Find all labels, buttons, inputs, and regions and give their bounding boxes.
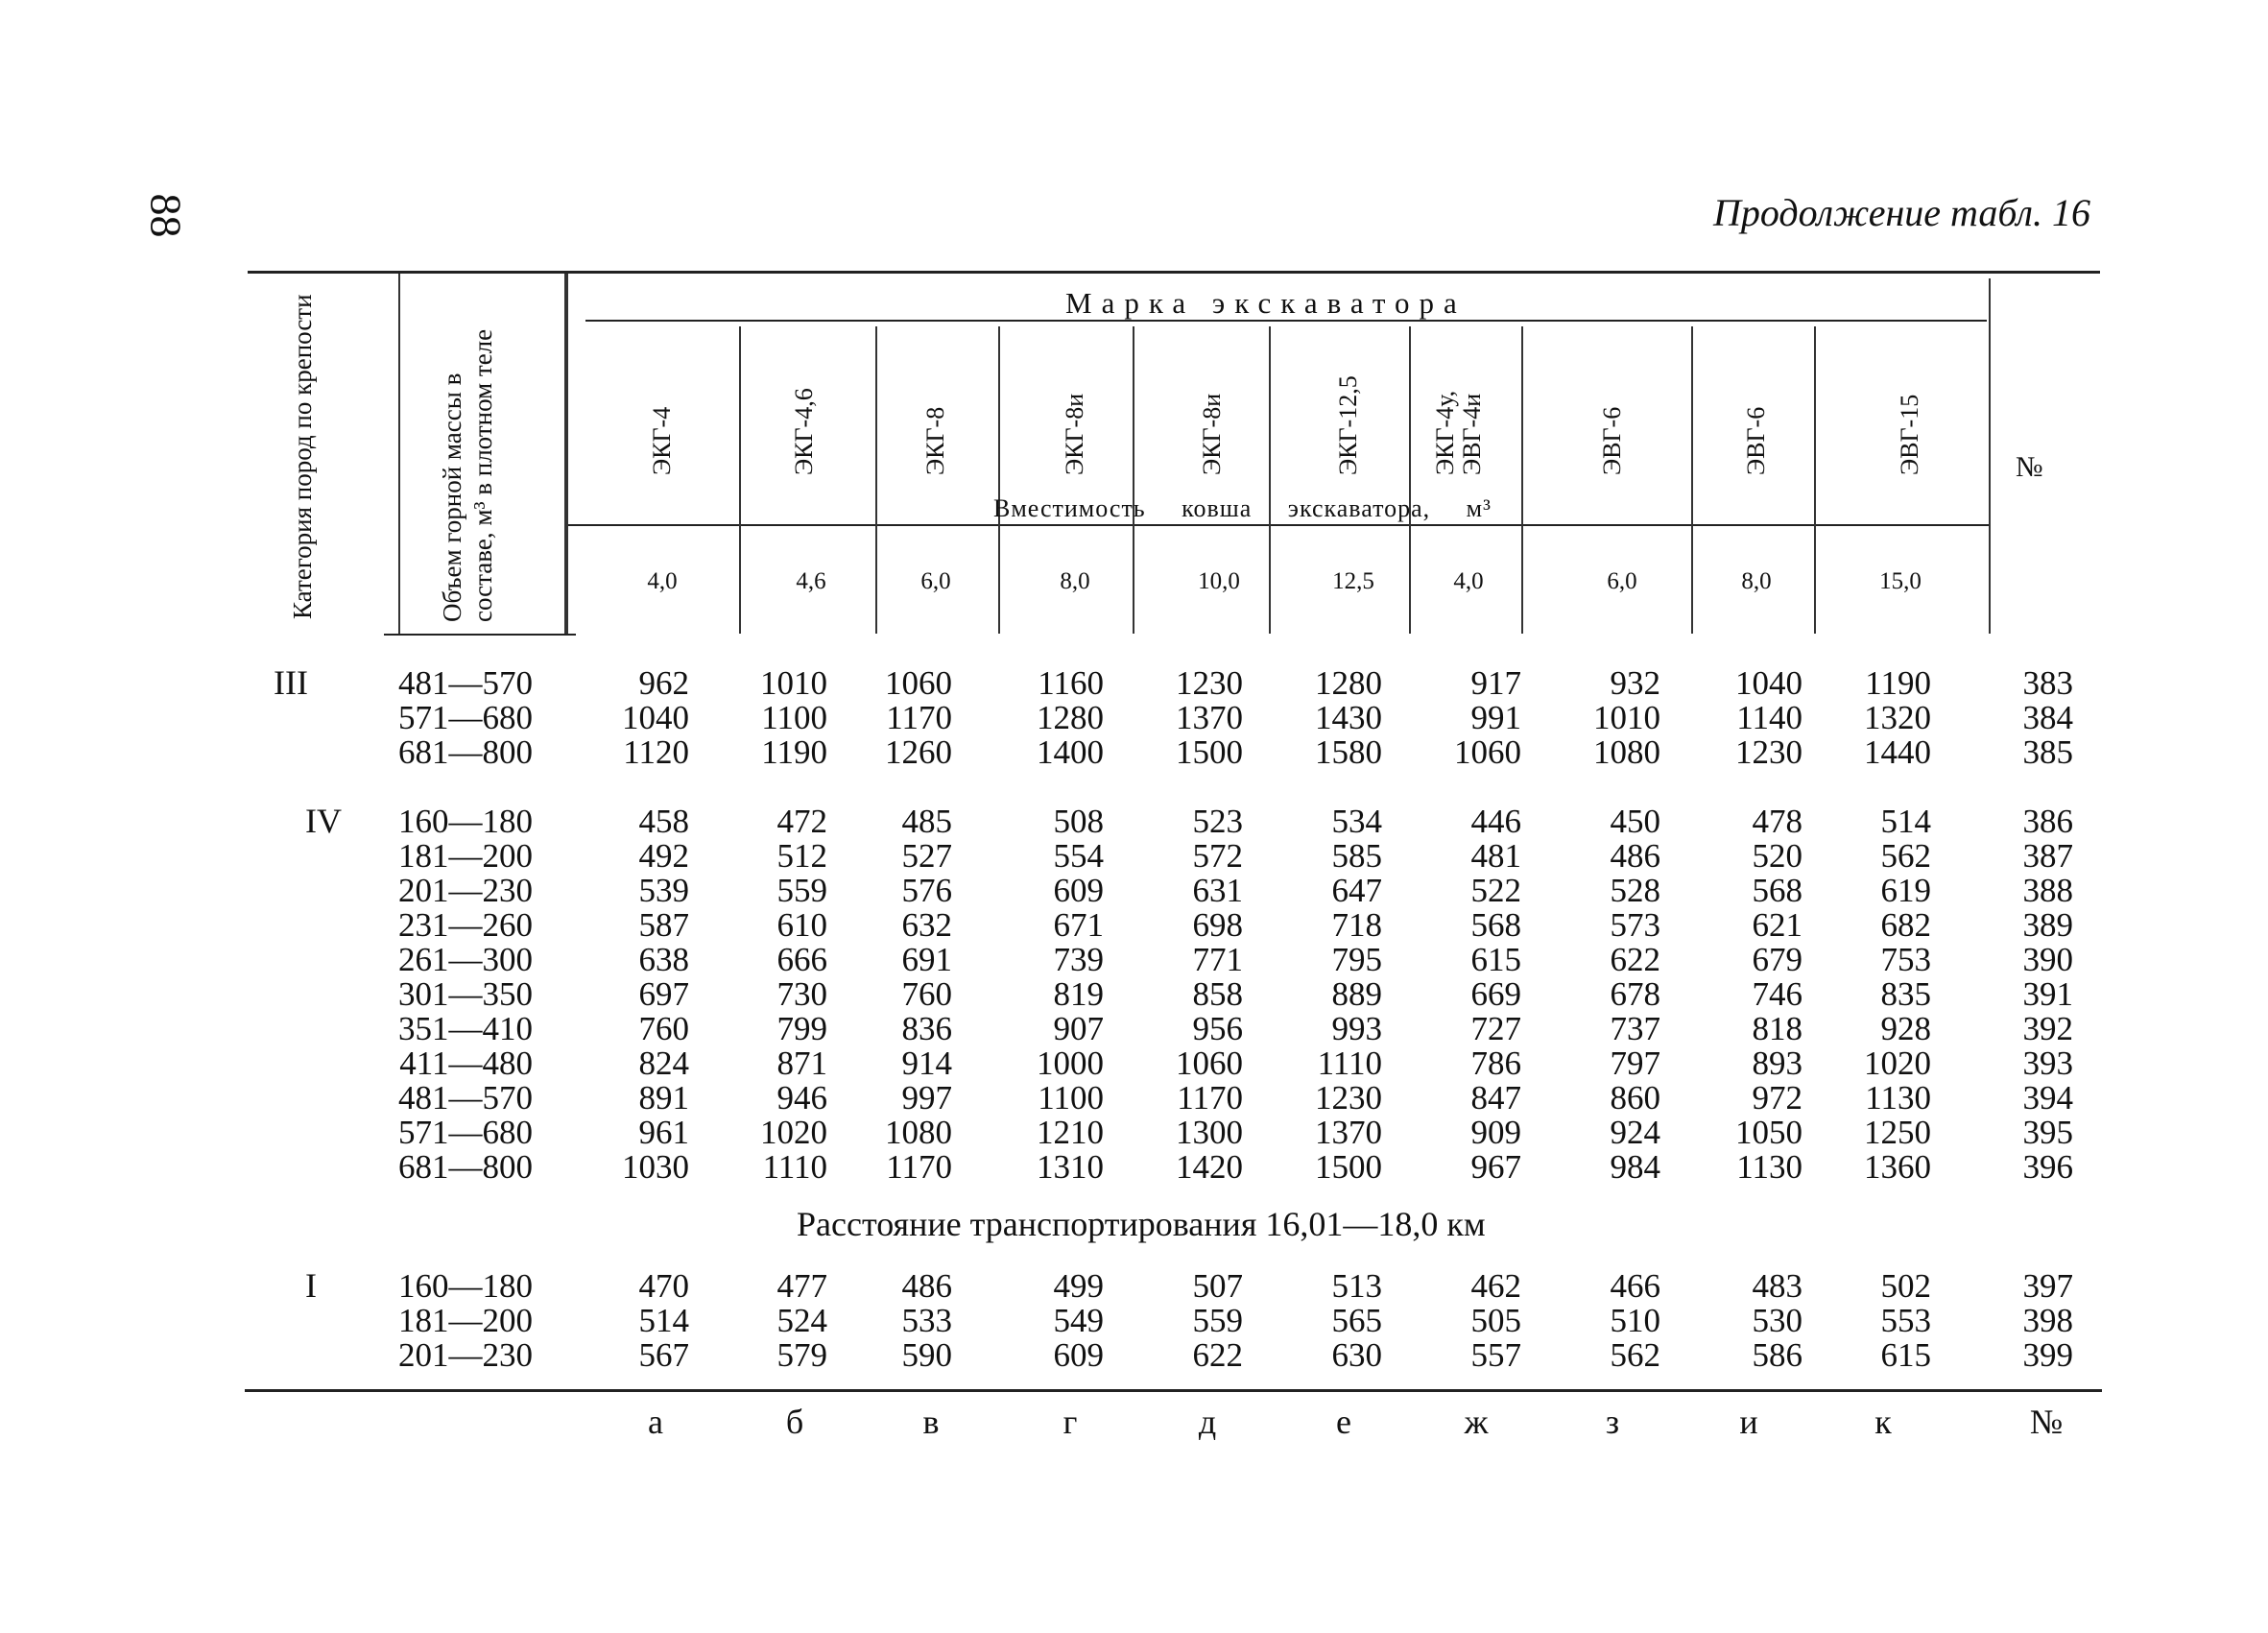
table-cell: 1230 <box>1176 664 1243 702</box>
table-cell: 554 <box>1053 837 1104 875</box>
column-letter: и <box>1739 1403 1758 1441</box>
table-cell: 799 <box>776 1010 827 1047</box>
column-letter: № <box>2029 1403 2064 1441</box>
volume-range: 681—800 <box>398 1148 533 1186</box>
table-bottom-rule <box>245 1389 2102 1392</box>
table-cell: 523 <box>1192 803 1243 840</box>
col-divider <box>739 326 741 634</box>
table-cell: 559 <box>776 872 827 909</box>
table-cell: 1230 <box>1315 1079 1382 1117</box>
table-cell: 760 <box>638 1010 689 1047</box>
volume-range: 481—570 <box>398 1079 533 1117</box>
capacity-value: 6,0 <box>920 568 951 594</box>
table-cell: 797 <box>1610 1045 1660 1082</box>
table-cell: 891 <box>638 1079 689 1117</box>
table-cell: 691 <box>901 941 952 978</box>
column-letter: г <box>1062 1403 1078 1441</box>
table-cell: 860 <box>1610 1079 1660 1117</box>
table-row <box>0 666 2268 701</box>
volume-range: 261—300 <box>398 941 533 978</box>
table-cell: 956 <box>1192 1010 1243 1047</box>
table-cell: 1400 <box>1037 733 1104 771</box>
header-volume: Объем горной массы в составе, м³ в плотном теле <box>438 328 497 622</box>
table-cell: 698 <box>1192 906 1243 944</box>
table-cell: 1230 <box>1735 733 1802 771</box>
table-cell: 718 <box>1331 906 1382 944</box>
excavator-name: ЭВГ-6 <box>1598 406 1626 475</box>
table-cell: 573 <box>1610 906 1660 944</box>
col-divider <box>1269 326 1271 634</box>
table-row <box>0 908 2268 943</box>
capacity-value: 4,0 <box>647 568 678 594</box>
table-cell: 1110 <box>1317 1045 1382 1082</box>
table-cell: 579 <box>776 1336 827 1374</box>
table-cell: 997 <box>901 1079 952 1117</box>
table-row <box>0 1046 2268 1081</box>
table-cell: 557 <box>1470 1336 1521 1374</box>
table-cell: 492 <box>638 837 689 875</box>
table-cell: 586 <box>1752 1336 1802 1374</box>
table-cell: 499 <box>1053 1267 1104 1305</box>
table-cell: 1360 <box>1864 1148 1931 1186</box>
table-cell: 909 <box>1470 1114 1521 1151</box>
table-cell: 1190 <box>1865 664 1931 702</box>
table-cell: 1100 <box>761 699 827 736</box>
row-number: 393 <box>2022 1045 2073 1082</box>
table-cell: 1130 <box>1736 1148 1802 1186</box>
column-letter: а <box>648 1403 663 1441</box>
table-cell: 559 <box>1192 1302 1243 1339</box>
excavator-name: ЭКГ-12,5 <box>1334 375 1362 475</box>
volume-range: 231—260 <box>398 906 533 944</box>
volume-range: 481—570 <box>398 664 533 702</box>
table-cell: 522 <box>1470 872 1521 909</box>
header-bottom-rule <box>384 634 576 636</box>
table-cell: 510 <box>1610 1302 1660 1339</box>
table-cell: 615 <box>1880 1336 1931 1374</box>
table-cell: 991 <box>1470 699 1521 736</box>
table-cell: 1170 <box>1177 1079 1243 1117</box>
row-number: 397 <box>2022 1267 2073 1305</box>
table-cell: 562 <box>1880 837 1931 875</box>
row-number: 388 <box>2022 872 2073 909</box>
excavator-name: ЭКГ-8 <box>921 406 949 475</box>
table-row <box>0 1269 2268 1304</box>
capacity-value: 8,0 <box>1060 568 1090 594</box>
table-row <box>0 1081 2268 1116</box>
col-divider <box>1409 326 1411 634</box>
table-row <box>0 1304 2268 1338</box>
volume-range: 681—800 <box>398 733 533 771</box>
table-cell: 534 <box>1331 803 1382 840</box>
table-cell: 961 <box>638 1114 689 1151</box>
table-cell: 907 <box>1053 1010 1104 1047</box>
column-letter: д <box>1198 1403 1217 1441</box>
table-cell: 1170 <box>886 1148 952 1186</box>
table-cell: 632 <box>901 906 952 944</box>
table-cell: 795 <box>1331 941 1382 978</box>
table-cell: 622 <box>1610 941 1660 978</box>
table-cell: 871 <box>776 1045 827 1082</box>
table-cell: 572 <box>1192 837 1243 875</box>
table-cell: 568 <box>1470 906 1521 944</box>
table-cell: 508 <box>1053 803 1104 840</box>
column-letter: ж <box>1464 1403 1489 1441</box>
table-cell: 458 <box>638 803 689 840</box>
table-cell: 1280 <box>1315 664 1382 702</box>
table-cell: 1140 <box>1736 699 1802 736</box>
volume-range: 571—680 <box>398 699 533 736</box>
table-row <box>0 1338 2268 1373</box>
table-cell: 666 <box>776 941 827 978</box>
table-cell: 446 <box>1470 803 1521 840</box>
table-row <box>0 977 2268 1012</box>
table-cell: 893 <box>1752 1045 1802 1082</box>
table-row <box>0 874 2268 908</box>
table-cell: 1500 <box>1176 733 1243 771</box>
page-number: 88 <box>141 193 191 238</box>
table-cell: 1370 <box>1176 699 1243 736</box>
table-cell: 917 <box>1470 664 1521 702</box>
table-cell: 824 <box>638 1045 689 1082</box>
excavator-name: ЭВГ-6 <box>1742 406 1770 475</box>
row-number: 384 <box>2022 699 2073 736</box>
column-letter: е <box>1336 1403 1351 1441</box>
col-divider <box>1691 326 1693 634</box>
column-letter: б <box>785 1403 804 1441</box>
header-marka: Марка экскаватора <box>1065 286 1467 320</box>
volume-range: 181—200 <box>398 1302 533 1339</box>
excavator-name: ЭВГ-15 <box>1896 394 1923 475</box>
divider-category <box>398 274 400 634</box>
table-cell: 481 <box>1470 837 1521 875</box>
table-cell: 946 <box>776 1079 827 1117</box>
row-number: 387 <box>2022 837 2073 875</box>
row-number: 396 <box>2022 1148 2073 1186</box>
table-cell: 466 <box>1610 1267 1660 1305</box>
table-cell: 513 <box>1331 1267 1382 1305</box>
column-letter: з <box>1605 1403 1620 1441</box>
table-cell: 1080 <box>1593 733 1660 771</box>
table-cell: 486 <box>901 1267 952 1305</box>
table-cell: 512 <box>776 837 827 875</box>
table-cell: 1420 <box>1176 1148 1243 1186</box>
row-number: 386 <box>2022 803 2073 840</box>
table-cell: 1120 <box>623 733 689 771</box>
table-cell: 621 <box>1752 906 1802 944</box>
table-cell: 462 <box>1470 1267 1521 1305</box>
table-cell: 568 <box>1752 872 1802 909</box>
capacity-rule <box>568 524 1989 526</box>
table-cell: 587 <box>638 906 689 944</box>
table-row <box>0 943 2268 977</box>
table-cell: 1500 <box>1315 1148 1382 1186</box>
table-cell: 1370 <box>1315 1114 1382 1151</box>
table-cell: 502 <box>1880 1267 1931 1305</box>
table-cell: 1030 <box>622 1148 689 1186</box>
table-cell: 638 <box>638 941 689 978</box>
row-number: 395 <box>2022 1114 2073 1151</box>
table-cell: 1310 <box>1037 1148 1104 1186</box>
table-row <box>0 1150 2268 1185</box>
table-cell: 786 <box>1470 1045 1521 1082</box>
table-cell: 470 <box>638 1267 689 1305</box>
table-cell: 1210 <box>1037 1114 1104 1151</box>
table-cell: 478 <box>1752 803 1802 840</box>
table-cell: 472 <box>776 803 827 840</box>
volume-range: 160—180 <box>398 803 533 840</box>
table-cell: 967 <box>1470 1148 1521 1186</box>
table-cell: 727 <box>1470 1010 1521 1047</box>
table-cell: 530 <box>1752 1302 1802 1339</box>
table-cell: 514 <box>1880 803 1931 840</box>
row-number: 385 <box>2022 733 2073 771</box>
table-row <box>0 1012 2268 1046</box>
table-cell: 486 <box>1610 837 1660 875</box>
table-cell: 972 <box>1752 1079 1802 1117</box>
row-number: 390 <box>2022 941 2073 978</box>
table-cell: 1430 <box>1315 699 1382 736</box>
table-cell: 1100 <box>1038 1079 1104 1117</box>
table-cell: 549 <box>1053 1302 1104 1339</box>
excavator-name: ЭКГ-8и <box>1061 393 1088 475</box>
table-cell: 697 <box>638 975 689 1013</box>
col-divider <box>1521 326 1523 634</box>
capacity-value: 12,5 <box>1332 568 1374 594</box>
column-letter: к <box>1874 1403 1892 1441</box>
table-cell: 679 <box>1752 941 1802 978</box>
table-cell: 932 <box>1610 664 1660 702</box>
table-cell: 1280 <box>1037 699 1104 736</box>
row-number: 383 <box>2022 664 2073 702</box>
volume-range: 351—410 <box>398 1010 533 1047</box>
table-row <box>0 804 2268 839</box>
volume-range: 571—680 <box>398 1114 533 1151</box>
table-cell: 539 <box>638 872 689 909</box>
table-cell: 1190 <box>761 733 827 771</box>
header-category: Категория пород по крепости <box>288 294 317 619</box>
table-cell: 760 <box>901 975 952 1013</box>
row-number: 399 <box>2022 1336 2073 1374</box>
table-row <box>0 701 2268 735</box>
column-letter: в <box>922 1403 940 1441</box>
table-cell: 609 <box>1053 1336 1104 1374</box>
volume-range: 201—230 <box>398 1336 533 1374</box>
table-cell: 514 <box>638 1302 689 1339</box>
table-cell: 671 <box>1053 906 1104 944</box>
table-cell: 1080 <box>885 1114 952 1151</box>
table-cell: 585 <box>1331 837 1382 875</box>
table-cell: 1170 <box>886 699 952 736</box>
category-label: IV <box>305 802 342 840</box>
table-cell: 533 <box>901 1302 952 1339</box>
table-cell: 730 <box>776 975 827 1013</box>
table-cell: 630 <box>1331 1336 1382 1374</box>
category-label: III <box>274 663 308 702</box>
table-cell: 669 <box>1470 975 1521 1013</box>
capacity-value: 6,0 <box>1607 568 1637 594</box>
table-cell: 1440 <box>1864 733 1931 771</box>
divider-volume <box>564 274 568 634</box>
table-cell: 1110 <box>762 1148 827 1186</box>
table-cell: 647 <box>1331 872 1382 909</box>
section-title: Расстояние транспортирования 16,01—18,0 км <box>797 1205 1486 1243</box>
table-cell: 615 <box>1470 941 1521 978</box>
table-cell: 1580 <box>1315 733 1382 771</box>
col-divider <box>875 326 877 634</box>
table-cell: 847 <box>1470 1079 1521 1117</box>
table-cell: 1260 <box>885 733 952 771</box>
table-cell: 835 <box>1880 975 1931 1013</box>
volume-range: 301—350 <box>398 975 533 1013</box>
table-cell: 524 <box>776 1302 827 1339</box>
table-cell: 1050 <box>1735 1114 1802 1151</box>
table-cell: 631 <box>1192 872 1243 909</box>
table-cell: 1020 <box>1864 1045 1931 1082</box>
table-cell: 928 <box>1880 1010 1931 1047</box>
excavator-name: ЭКГ-8и <box>1198 393 1226 475</box>
table-cell: 739 <box>1053 941 1104 978</box>
table-cell: 737 <box>1610 1010 1660 1047</box>
table-row <box>0 735 2268 770</box>
header-capacity: Вместимость ковша экскаватора, м³ <box>993 494 1492 522</box>
volume-range: 160—180 <box>398 1267 533 1305</box>
table-cell: 771 <box>1192 941 1243 978</box>
capacity-value: 10,0 <box>1198 568 1240 594</box>
table-cell: 1060 <box>885 664 952 702</box>
table-cell: 562 <box>1610 1336 1660 1374</box>
table-cell: 1010 <box>760 664 827 702</box>
table-row <box>0 839 2268 874</box>
table-cell: 678 <box>1610 975 1660 1013</box>
table-cell: 527 <box>901 837 952 875</box>
table-row <box>0 1116 2268 1150</box>
table-cell: 914 <box>901 1045 952 1082</box>
table-cell: 819 <box>1053 975 1104 1013</box>
table-cell: 528 <box>1610 872 1660 909</box>
table-cell: 682 <box>1880 906 1931 944</box>
volume-range: 411—480 <box>399 1045 533 1082</box>
table-cell: 567 <box>638 1336 689 1374</box>
capacity-value: 15,0 <box>1879 568 1922 594</box>
table-cell: 483 <box>1752 1267 1802 1305</box>
table-cell: 889 <box>1331 975 1382 1013</box>
row-number: 389 <box>2022 906 2073 944</box>
capacity-value: 4,0 <box>1453 568 1484 594</box>
table-cell: 1000 <box>1037 1045 1104 1082</box>
table-cell: 984 <box>1610 1148 1660 1186</box>
table-cell: 924 <box>1610 1114 1660 1151</box>
volume-range: 181—200 <box>398 837 533 875</box>
excavator-name: ЭКГ-4,6 <box>790 388 818 475</box>
col-divider <box>998 326 1000 634</box>
header-number: № <box>2016 451 2043 483</box>
table-cell: 836 <box>901 1010 952 1047</box>
table-cell: 746 <box>1752 975 1802 1013</box>
table-cell: 505 <box>1470 1302 1521 1339</box>
table-cell: 1300 <box>1176 1114 1243 1151</box>
table-cell: 1060 <box>1176 1045 1243 1082</box>
col-divider <box>1133 326 1134 634</box>
col-divider <box>1814 326 1816 634</box>
volume-range: 201—230 <box>398 872 533 909</box>
excavator-name: ЭКГ-4 <box>648 406 676 475</box>
table-continuation-title: Продолжение табл. 16 <box>1712 191 2090 234</box>
excavator-name: ЭКГ-4у, ЭВГ-4и <box>1431 390 1486 475</box>
table-cell: 590 <box>901 1336 952 1374</box>
table-cell: 1020 <box>760 1114 827 1151</box>
table-top-rule <box>248 271 2100 274</box>
table-cell: 1010 <box>1593 699 1660 736</box>
table-cell: 450 <box>1610 803 1660 840</box>
table-cell: 858 <box>1192 975 1243 1013</box>
table-cell: 1040 <box>622 699 689 736</box>
row-number: 398 <box>2022 1302 2073 1339</box>
table-cell: 622 <box>1192 1336 1243 1374</box>
table-cell: 818 <box>1752 1010 1802 1047</box>
table-cell: 576 <box>901 872 952 909</box>
table-cell: 962 <box>638 664 689 702</box>
table-cell: 1040 <box>1735 664 1802 702</box>
table-cell: 753 <box>1880 941 1931 978</box>
table-cell: 993 <box>1331 1010 1382 1047</box>
table-cell: 1130 <box>1865 1079 1931 1117</box>
table-cell: 609 <box>1053 872 1104 909</box>
capacity-value: 4,6 <box>796 568 826 594</box>
table-cell: 619 <box>1880 872 1931 909</box>
capacity-value: 8,0 <box>1741 568 1772 594</box>
table-cell: 507 <box>1192 1267 1243 1305</box>
table-cell: 520 <box>1752 837 1802 875</box>
table-cell: 477 <box>776 1267 827 1305</box>
table-cell: 1160 <box>1038 664 1104 702</box>
table-cell: 1060 <box>1454 733 1521 771</box>
table-cell: 553 <box>1880 1302 1931 1339</box>
table-cell: 565 <box>1331 1302 1382 1339</box>
table-cell: 1320 <box>1864 699 1931 736</box>
table-cell: 485 <box>901 803 952 840</box>
row-number: 391 <box>2022 975 2073 1013</box>
category-label: I <box>305 1266 317 1305</box>
row-number: 394 <box>2022 1079 2073 1117</box>
table-cell: 610 <box>776 906 827 944</box>
row-number: 392 <box>2022 1010 2073 1047</box>
table-cell: 1250 <box>1864 1114 1931 1151</box>
divider-number <box>1989 278 1991 634</box>
